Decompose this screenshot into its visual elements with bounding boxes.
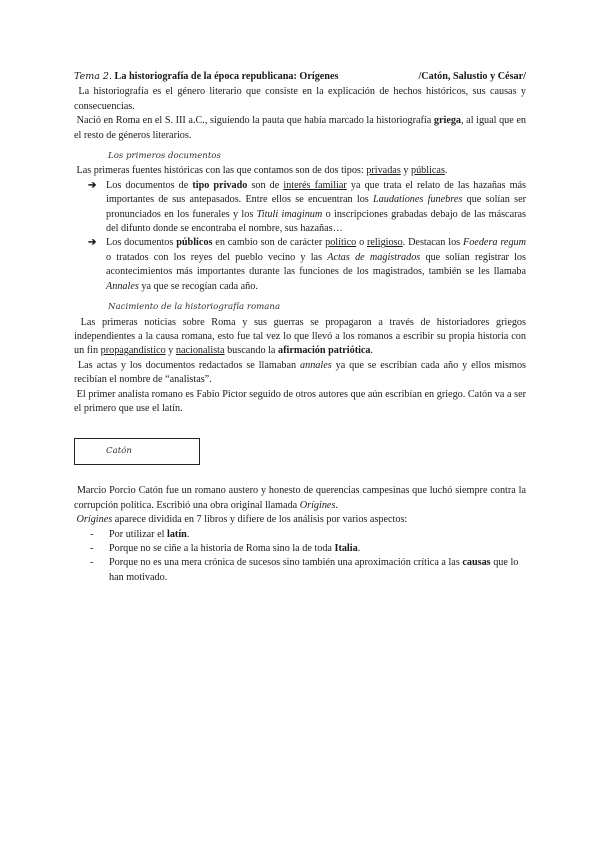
caton-paragraph-2: Orígines aparece dividida en 7 libros y difiere de los análisis por varios aspectos:: [76, 514, 408, 526]
list-item-public: ➔ Los documentos públicos en cambio son de carácter político o religioso. Destacan los Foedera regum o tratados con los reyes del pueblo vecino y las Actas de magistrados que solían registrar los acontecimientos más importantes durante las funciones de los magistrados, también se les llamaba Annales ya que se recogían cada año.: [88, 237, 526, 292]
section2-paragraph-2: Las actas y los documentos redactados se llamaban annales ya que se escribían cada año y ellos mismos recibían el nombre de “analistas”.: [74, 359, 527, 386]
list-item: - Porque no se ciñe a la historia de Roma sino la de toda Italia.: [90, 542, 361, 554]
caton-aspects-list: [74, 528, 526, 586]
section1-lead: Las primeras fuentes históricas con las que contamos son de dos tipos: privadas y públicas.: [76, 165, 448, 177]
intro-paragraph-2: Nació en Roma en el S. III a.C., siguiendo la pauta que había marcado la historiografía griega, al igual que en el resto de géneros literarios.: [74, 115, 527, 141]
list-item-private: ➔ Los documentos de tipo privado son de interés familiar ya que trata el relato de las hazañas más importantes de sus antepasados. Entre ellos se encuentran los Laudationes funebres que solían ser pronunciados en los funerales y los Tituli imaginum o inscripciones grabadas debajo de las máscaras del difunto donde se encontraba el nombre, sus hazañas…: [88, 179, 526, 235]
header-authors: /Catón, Salustio y César/: [418, 71, 526, 82]
header-title: La historiografía de la época republicana: Orígenes: [114, 71, 339, 82]
caton-heading-box: [74, 438, 200, 465]
section2-paragraph-1: Las primeras noticias sobre Roma y sus guerras se propagaron a través de historiadores griegos independientes a la causa romana, esto fue tal vez lo que llevó a los romanos a escribir su propia historia con un fin propagandístico y nacionalista buscando la afirmación patriótica.: [74, 316, 526, 357]
caton-paragraph-1: Marcio Porcio Catón fue un romano austero y honesto de querencias campesinas que luchó siempre contra la corrupción política. Escribió una obra original llamada Orígines.: [74, 485, 526, 511]
caton-heading-label: Catón: [106, 446, 132, 457]
section-heading-nacimiento: Nacimiento de la historiografía romana: [108, 302, 281, 313]
list-item: - Porque no es una mera crónica de sucesos sino también una aproximación crítica a las causas que lo han motivado.: [90, 557, 519, 583]
section2-paragraph-3: El primer analista romano es Fabio Pictor seguido de otros autores que aún escribían en griego. Catón va a ser el primero que use el latín.: [74, 388, 526, 414]
document-types-list: [74, 179, 526, 294]
list-item: - Por utilizar el latín.: [90, 528, 190, 540]
section-heading-primeros-documentos: Los primeros documentos: [108, 151, 221, 162]
arrow-icon: ➔: [88, 179, 97, 191]
arrow-icon: ➔: [88, 237, 97, 249]
header-title-group: [74, 70, 338, 84]
document-page: [74, 70, 526, 585]
document-header: [74, 70, 526, 84]
intro-paragraph-1: La historiografía es el género literario que consiste en la explicación de hechos históricos, sus causas y consecuencias.: [74, 86, 526, 112]
header-tema: Tema 2.: [74, 71, 112, 82]
